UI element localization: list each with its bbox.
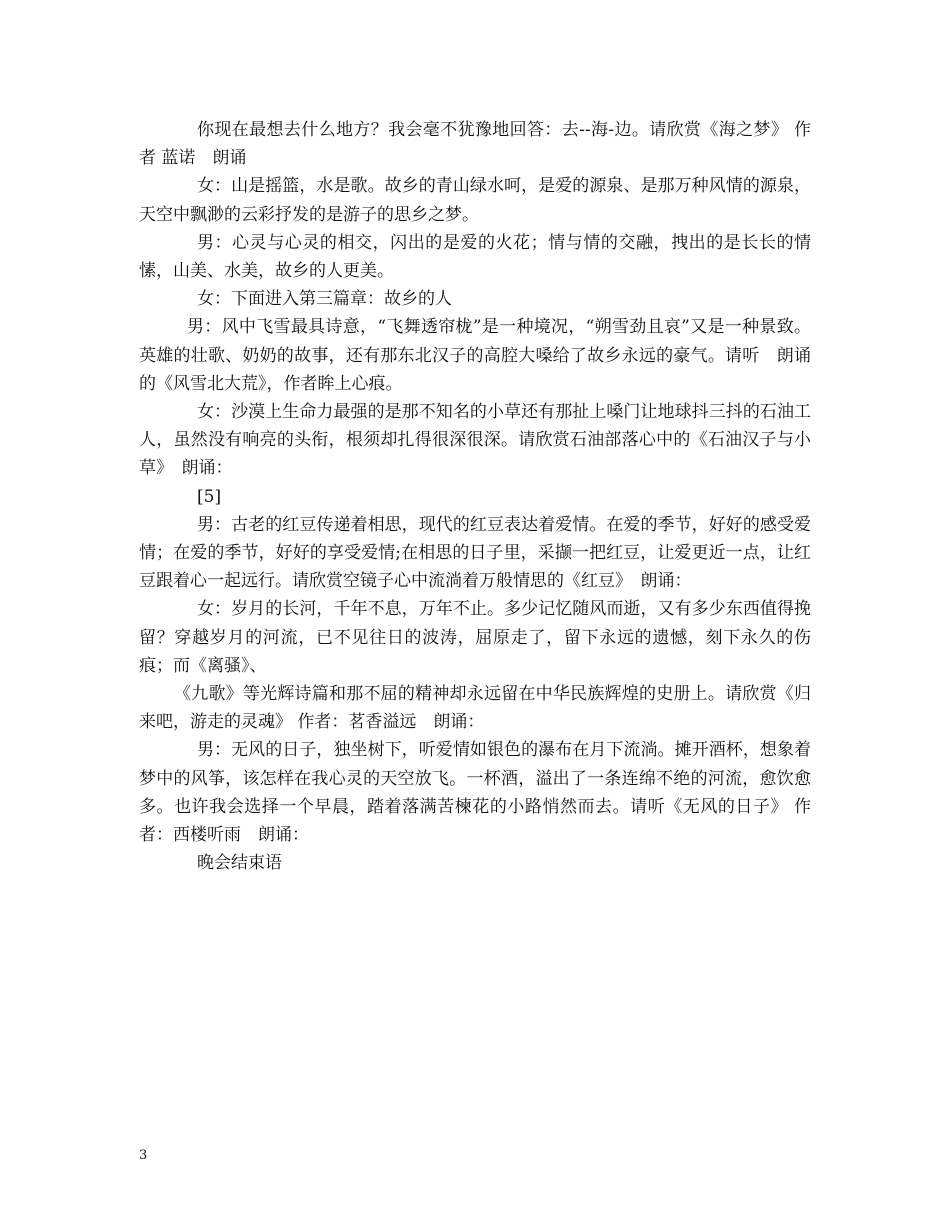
paragraph-female-desert: 女：沙漠上生命力最强的是那不知名的小草还有那扯上嗓门让地球抖三抖的石油工人，虽然没有响亮的头衔，根须却扎得很深很深。请欣赏石油部落心中的《石油汉子与小草》 朗诵： (139, 402, 811, 479)
paragraph-invitation: 你现在最想去什么地方？我会毫不犹豫地回答：去--海-边。请欣赏《海之梦》 作者 蓝诺 朗诵 (139, 120, 811, 169)
paragraph-section-marker: [5] (197, 486, 222, 507)
document-body (139, 116, 811, 877)
paragraph-jiuge: 《九歌》等光辉诗篇和那不屈的精神却永远留在中华民族辉煌的史册上。请欣赏《归来吧，游走的灵魂》 作者：茗香溢远 朗诵： (139, 684, 811, 733)
paragraph-male-snow: 男：风中飞雪最具诗意，“飞舞透帘栊”是一种境况，“朔雪劲且哀”又是一种景致。英雄的壮歌、奶奶的故事，还有那东北汉子的高腔大嗓给了故乡永远的豪气。请听 朗诵的《风雪北大荒》，作者眸上心痕。 (139, 317, 811, 394)
paragraph-closing-heading: 晚会结束语 (197, 853, 282, 874)
paragraph-male-windless: 男：无风的日子，独坐树下，听爱情如银色的瀑布在月下流淌。摊开酒杯，想象着梦中的风筝，该怎样在我心灵的天空放飞。一杯酒，溢出了一条连绵不绝的河流，愈饮愈多。也许我会选择一个早晨，踏着落满苦楝花的小路悄然而去。请听《无风的日子》 作者：西楼听雨 朗诵： (139, 740, 811, 846)
paragraph-male-hearts: 男：心灵与心灵的相交，闪出的是爱的火花；情与情的交融，拽出的是长长的情愫，山美、水美，故乡的人更美。 (139, 232, 811, 282)
paragraph-male-red-beans: 男：古老的红豆传递着相思，现代的红豆表达着爱情。在爱的季节，好好的感受爱情；在爱的季节，好好的享受爱情;在相思的日子里，采撷一把红豆，让爱更近一点，让红豆跟着心一起远行。请欣赏空镜子心中流淌着万般情思的《红豆》 朗诵： (139, 514, 811, 592)
page-number: 3 (139, 1148, 148, 1163)
paragraph-female-hometown: 女：山是摇篮，水是歌。故乡的青山绿水呵，是爱的源泉、是那万种风情的源泉，天空中飘渺的云彩抒发的是游子的思乡之梦。 (139, 176, 811, 225)
paragraph-female-river: 女：岁月的长河，千年不息，万年不止。多少记忆随风而逝，又有多少东西值得挽留？穿越岁月的河流，已不见往日的波涛，屈原走了，留下永远的遗憾，刻下永久的伤痕；而《离骚》、 (139, 599, 811, 676)
paragraph-chapter-three: 女：下面进入第三篇章：故乡的人 (197, 289, 452, 310)
